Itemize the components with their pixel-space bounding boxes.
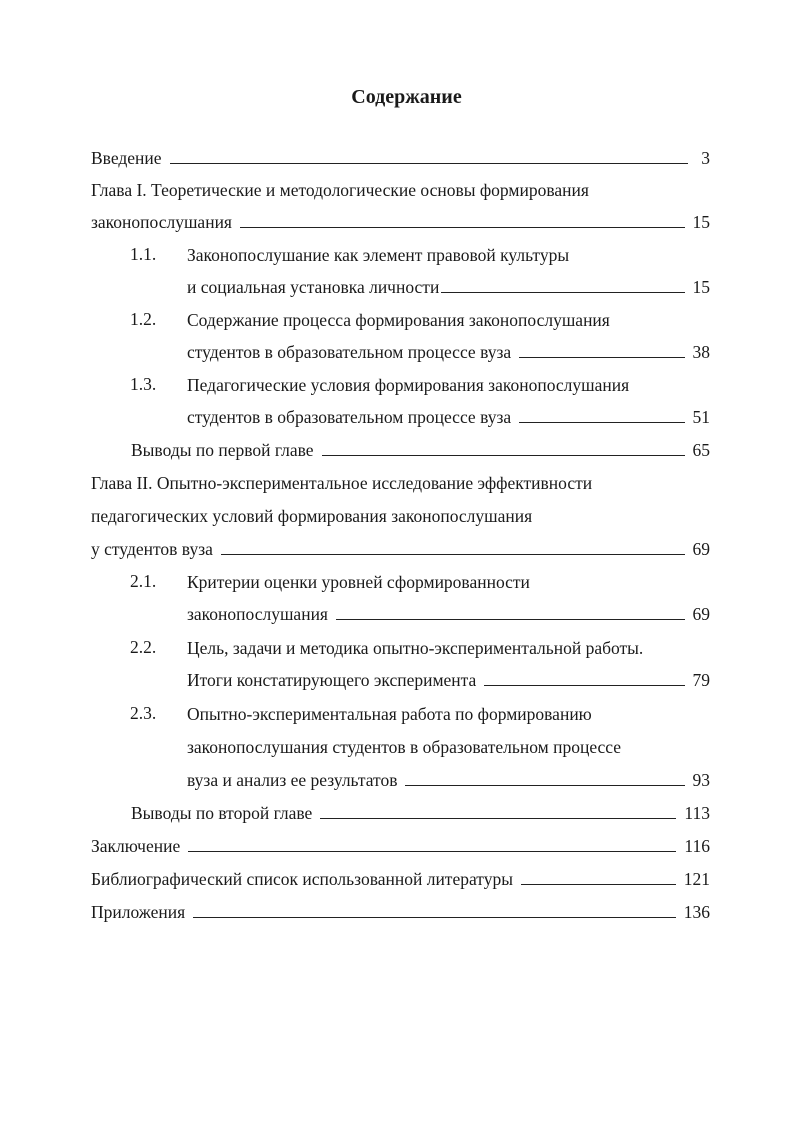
toc-page-number: 113	[684, 803, 710, 823]
toc-page-number: 69	[692, 539, 710, 559]
toc-entry-label: Педагогические условия формирования законопослушания	[187, 375, 630, 395]
toc-entry-label: педагогических условий формирования законопослушания	[91, 506, 533, 526]
page-title: Содержание	[351, 86, 462, 108]
toc-entry-section-2-2-line-2[interactable]	[187, 665, 710, 691]
leader-line	[170, 162, 688, 164]
leader-line	[519, 356, 684, 358]
leader-line	[484, 684, 684, 686]
leader-line	[519, 421, 684, 423]
toc-entry-section-1-2-line-2[interactable]	[187, 337, 710, 363]
toc-entry-label: Глава I. Теоретические и методологические основы формирования	[91, 180, 589, 200]
section-number: 1.3.	[130, 374, 157, 394]
toc-entry-label: у студентов вуза	[91, 539, 213, 559]
toc-entry-section-2-1-line-2[interactable]	[187, 599, 710, 625]
toc-entry-section-2-3-line-2[interactable]	[187, 732, 710, 758]
toc-entry-label: студентов в образовательном процессе вуза	[187, 407, 512, 427]
section-number: 2.1.	[130, 571, 157, 591]
toc-page-number: 65	[692, 440, 710, 460]
toc-entry-label: Критерии оценки уровней сформированности	[187, 572, 530, 592]
toc-entry-chapter-2-line-1[interactable]	[91, 468, 710, 494]
toc-entry-label: и социальная установка личности	[187, 277, 440, 297]
toc-entry-section-2-3-line-3[interactable]	[187, 765, 710, 791]
toc-entry-section-1-1-line-1[interactable]	[187, 240, 710, 266]
toc-entry-label: Выводы по второй главе	[131, 803, 313, 823]
section-number: 2.2.	[130, 637, 157, 657]
toc-entry-label: Библиографический список использованной литературы	[91, 869, 513, 889]
toc-entry-section-2-3-line-1[interactable]	[187, 699, 710, 725]
leader-line	[193, 916, 676, 918]
section-number: 2.3.	[130, 703, 157, 723]
toc-entry-label: Итоги констатирующего эксперимента	[187, 670, 477, 690]
toc-entry-label: законопослушания студентов в образовательном процессе	[187, 737, 622, 757]
leader-line	[336, 618, 685, 620]
toc-page-number: 121	[683, 869, 710, 889]
section-number: 1.1.	[130, 244, 157, 264]
toc-entry-conclusions-chapter-2[interactable]	[131, 798, 710, 824]
toc-entry-label: вуза и анализ ее результатов	[187, 770, 398, 790]
toc-page-number: 15	[692, 277, 710, 297]
toc-entry-label: Глава II. Опытно-экспериментальное исследование эффективности	[91, 473, 593, 493]
toc-page-number: 93	[692, 770, 710, 790]
toc-entry-chapter-1-line-2[interactable]	[91, 207, 710, 233]
toc-page-number: 15	[692, 212, 710, 232]
toc-page-number: 79	[692, 670, 710, 690]
toc-entry-label: Содержание процесса формирования законопослушания	[187, 310, 610, 330]
toc-entry-label: Выводы по первой главе	[131, 440, 314, 460]
toc-entry-label: Введение	[91, 148, 162, 168]
toc-page-number: 69	[692, 604, 710, 624]
leader-line	[441, 291, 684, 293]
toc-page-number: 38	[692, 342, 710, 362]
leader-line	[221, 553, 685, 555]
toc-entry-bibliography[interactable]	[91, 864, 710, 890]
toc-entry-label: студентов в образовательном процессе вуза	[187, 342, 512, 362]
toc-entry-label: Законопослушание как элемент правовой культуры	[187, 245, 570, 265]
toc-entry-section-1-3-line-2[interactable]	[187, 402, 710, 428]
leader-line	[405, 784, 684, 786]
leader-line	[188, 850, 676, 852]
toc-entry-label: Цель, задачи и методика опытно-экспериментальной работы.	[187, 638, 644, 658]
toc-entry-label: Приложения	[91, 902, 186, 922]
toc-entry-section-1-1-line-2[interactable]	[187, 272, 710, 298]
toc-entry-conclusion[interactable]	[91, 831, 710, 857]
toc-page-number: 136	[683, 902, 710, 922]
toc-entry-chapter-1-line-1[interactable]	[91, 175, 710, 201]
toc-entry-appendices[interactable]	[91, 897, 710, 923]
toc-entry-label: законопослушания	[91, 212, 232, 232]
toc-entry-conclusions-chapter-1[interactable]	[131, 435, 710, 461]
toc-entry-section-2-2-line-1[interactable]	[187, 633, 717, 659]
toc-entry-chapter-2-line-2[interactable]	[91, 501, 710, 527]
leader-line	[240, 226, 685, 228]
toc-page-number: 116	[684, 836, 710, 856]
toc-entry-section-1-3-line-1[interactable]	[187, 370, 710, 396]
toc-entry-label: Заключение	[91, 836, 181, 856]
toc-entry-section-2-1-line-1[interactable]	[187, 567, 710, 593]
toc-entry-label: Опытно-экспериментальная работа по формированию	[187, 704, 592, 724]
leader-line	[521, 883, 676, 885]
leader-line	[320, 817, 676, 819]
toc-page-number: 51	[692, 407, 710, 427]
toc-entry-section-1-2-line-1[interactable]	[187, 305, 710, 331]
toc-entry-intro[interactable]	[91, 143, 710, 169]
toc-entry-chapter-2-line-3[interactable]	[91, 534, 710, 560]
section-number: 1.2.	[130, 309, 157, 329]
toc-page-number: 3	[701, 148, 710, 168]
leader-line	[322, 454, 685, 456]
toc-entry-label: законопослушания	[187, 604, 328, 624]
